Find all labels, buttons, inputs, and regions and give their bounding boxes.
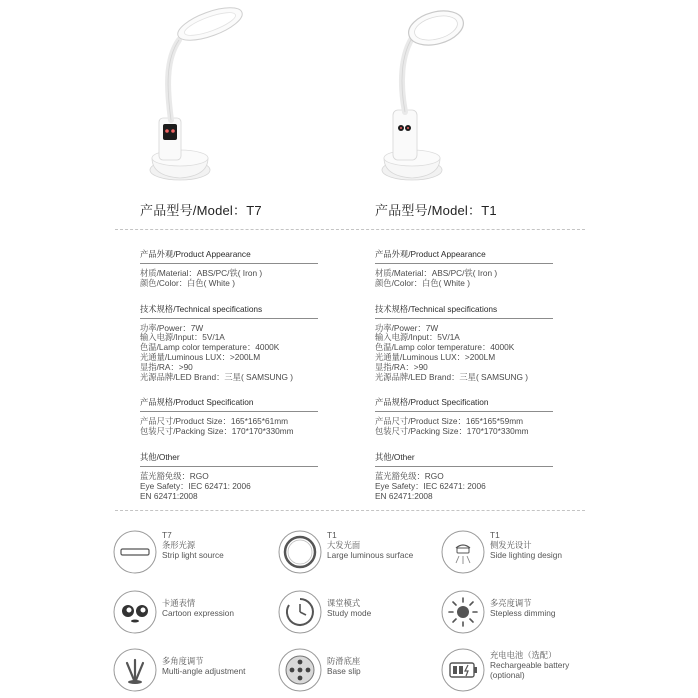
feature-label: Stepless dimming (490, 608, 556, 618)
cartoon-face-icon (113, 590, 157, 634)
feature-label: 课堂模式 (327, 598, 361, 608)
feature-label: Cartoon expression (162, 608, 234, 618)
spec-line: 材质/Material：ABS/PC/铁( Iron ) (140, 268, 263, 278)
feature-label: 侧发光设计 (490, 540, 532, 550)
spec-heading: 产品外观/Product Appearance (375, 248, 553, 264)
spec-heading: 产品外观/Product Appearance (140, 248, 318, 264)
spec-section-technical (375, 303, 575, 383)
feature-label: Strip light source (162, 550, 224, 560)
spec-column-t1 (375, 248, 575, 515)
spec-heading: 技术规格/Technical specifications (140, 303, 318, 319)
spec-section-appearance (375, 248, 575, 289)
spec-line: 光通量/Luminous LUX：>200LM (140, 351, 261, 362)
feature-stepless-dimming (441, 590, 641, 640)
spec-line: 包装尺寸/Packing Size：170*170*330mm (375, 426, 529, 437)
feature-label: 条形光源 (162, 540, 196, 550)
feature-side-lighting (441, 530, 641, 580)
spec-line: 产品尺寸/Product Size：165*165*59mm (375, 416, 524, 427)
spec-line: 颜色/Color：白色( White ) (375, 277, 470, 288)
base-slip-icon (278, 648, 322, 692)
ring-light-icon (278, 530, 322, 574)
spec-line: 颜色/Color：白色( White ) (140, 277, 235, 288)
spec-line: 包装尺寸/Packing Size：170*170*330mm (140, 426, 294, 437)
spec-line: 材质/Material：ABS/PC/铁( Iron ) (375, 268, 498, 278)
spec-line: 蓝光豁免级：RGO (375, 470, 444, 481)
spec-line: EN 62471:2008 (140, 490, 198, 501)
feature-label: T1 (327, 530, 337, 540)
spec-section-other (375, 451, 575, 501)
spec-heading: 技术规格/Technical specifications (375, 303, 553, 319)
lamp-t1-image (370, 0, 500, 190)
feature-label: 多亮度调节 (490, 598, 532, 608)
divider (115, 229, 585, 230)
divider (115, 510, 585, 511)
spec-line: 产品尺寸/Product Size：165*165*61mm (140, 416, 289, 427)
spec-section-technical (140, 303, 340, 383)
spec-line: 输入电源/Input：5V/1A (140, 332, 225, 343)
strip-light-icon (113, 530, 157, 574)
spec-section-appearance (140, 248, 340, 289)
model-title-t7: 产品型号/Model：T7 (140, 203, 262, 218)
feature-label: 大发光面 (327, 540, 361, 550)
spec-line: 光通量/Luminous LUX：>200LM (375, 351, 496, 362)
feature-label: 防滑底座 (327, 656, 361, 666)
spec-heading: 产品规格/Product Specification (375, 396, 553, 412)
feature-label: 卡通表情 (162, 598, 196, 608)
battery-icon (441, 648, 485, 692)
spec-section-other (140, 451, 340, 501)
model-title-t1: 产品型号/Model：T1 (375, 203, 497, 218)
spec-line: 输入电源/Input：5V/1A (375, 332, 460, 343)
spec-line: Eye Safety：IEC 62471: 2006 (140, 480, 251, 491)
feature-label: 充电电池（选配） (490, 650, 557, 660)
sun-dimming-icon (441, 590, 485, 634)
spec-heading: 其他/Other (375, 451, 553, 467)
side-lighting-icon (441, 530, 485, 574)
spec-line: EN 62471:2008 (375, 490, 433, 501)
spec-heading: 其他/Other (140, 451, 318, 467)
spec-line: 色温/Lamp color temperature：4000K (375, 342, 515, 353)
feature-label: Large luminous surface (327, 550, 414, 560)
feature-label: Side lighting design (490, 550, 562, 560)
feature-label: Multi-angle adjustment (162, 666, 246, 676)
spec-line: 显指/RA：>90 (140, 361, 193, 372)
feature-rechargeable-battery (441, 648, 641, 698)
spec-line: 色温/Lamp color temperature：4000K (140, 342, 280, 353)
feature-label: 多角度调节 (162, 656, 204, 666)
feature-label: Rechargeable battery (490, 660, 570, 670)
spec-line: 功率/Power：7W (140, 322, 204, 333)
spec-column-t7 (140, 248, 340, 515)
feature-label: Base slip (327, 666, 361, 676)
spec-section-specification (140, 396, 340, 437)
feature-label: T7 (162, 530, 172, 540)
spec-heading: 产品规格/Product Specification (140, 396, 318, 412)
feature-label: T1 (490, 530, 500, 540)
lamp-t7-image (135, 0, 265, 190)
clock-icon (278, 590, 322, 634)
spec-line: 蓝光豁免级：RGO (140, 470, 209, 481)
feature-label: (optional) (490, 670, 525, 680)
feature-label: Study mode (327, 608, 372, 618)
spec-line: 光源品牌/LED Brand：三星( SAMSUNG ) (140, 371, 294, 382)
spec-line: 光源品牌/LED Brand：三星( SAMSUNG ) (375, 371, 529, 382)
spec-line: 功率/Power：7W (375, 322, 439, 333)
spec-section-specification (375, 396, 575, 437)
spec-line: Eye Safety：IEC 62471: 2006 (375, 480, 486, 491)
spec-line: 显指/RA：>90 (375, 361, 428, 372)
multi-angle-icon (113, 648, 157, 692)
